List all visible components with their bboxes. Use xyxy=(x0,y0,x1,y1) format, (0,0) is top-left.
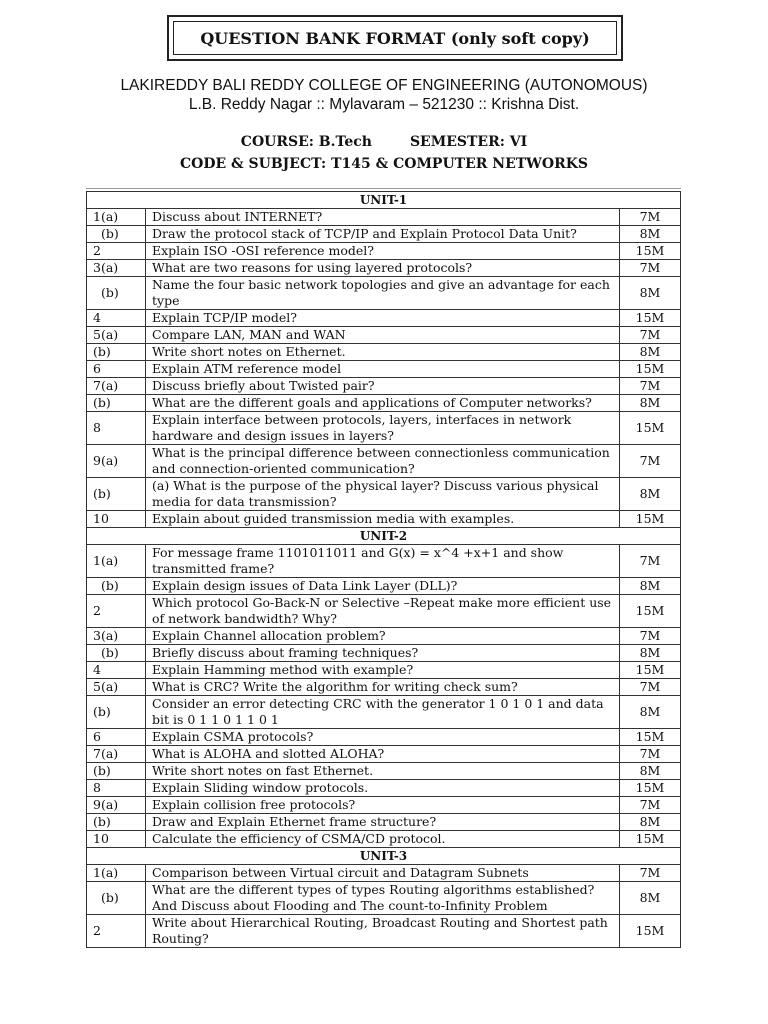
divider xyxy=(86,188,681,189)
question-text: (a) What is the purpose of the physical layer? Discuss various physical media for data transmission? xyxy=(146,478,620,511)
question-number: 6 xyxy=(87,729,146,746)
question-text: Comparison between Virtual circuit and Datagram Subnets xyxy=(146,865,620,882)
question-row xyxy=(87,729,681,746)
question-marks: 8M xyxy=(620,395,681,412)
question-row xyxy=(87,545,681,578)
question-number: 1(a) xyxy=(87,545,146,578)
question-marks: 7M xyxy=(620,378,681,395)
question-marks: 7M xyxy=(620,797,681,814)
question-number: (b) xyxy=(87,814,146,831)
question-text: Explain design issues of Data Link Layer (DLL)? xyxy=(146,578,620,595)
question-marks: 7M xyxy=(620,260,681,277)
question-number: 5(a) xyxy=(87,327,146,344)
question-text: What are the different goals and applications of Computer networks? xyxy=(146,395,620,412)
question-row xyxy=(87,412,681,445)
question-marks: 15M xyxy=(620,831,681,848)
unit-header: UNIT-3 xyxy=(87,848,681,865)
unit-header-row xyxy=(87,848,681,865)
question-marks: 15M xyxy=(620,595,681,628)
question-row xyxy=(87,277,681,310)
question-row xyxy=(87,814,681,831)
question-row xyxy=(87,797,681,814)
question-marks: 15M xyxy=(620,729,681,746)
question-marks: 8M xyxy=(620,578,681,595)
question-text: Explain ATM reference model xyxy=(146,361,620,378)
question-text: Explain CSMA protocols? xyxy=(146,729,620,746)
question-marks: 8M xyxy=(620,814,681,831)
course-label: COURSE: B.Tech xyxy=(240,134,372,150)
question-row xyxy=(87,478,681,511)
question-marks: 7M xyxy=(620,628,681,645)
question-row xyxy=(87,831,681,848)
question-text: Write short notes on fast Ethernet. xyxy=(146,763,620,780)
question-marks: 7M xyxy=(620,445,681,478)
question-marks: 8M xyxy=(620,882,681,915)
question-number: 4 xyxy=(87,310,146,327)
question-number: (b) xyxy=(87,645,146,662)
question-number: 2 xyxy=(87,915,146,948)
question-row xyxy=(87,209,681,226)
question-text: What is ALOHA and slotted ALOHA? xyxy=(146,746,620,763)
question-text: Explain Sliding window protocols. xyxy=(146,780,620,797)
question-marks: 8M xyxy=(620,645,681,662)
question-marks: 8M xyxy=(620,344,681,361)
question-text: For message frame 1101011011 and G(x) = x^4 +x+1 and show transmitted frame? xyxy=(146,545,620,578)
unit-header: UNIT-1 xyxy=(87,192,681,209)
question-number: 10 xyxy=(87,511,146,528)
question-text: What is CRC? Write the algorithm for writing check sum? xyxy=(146,679,620,696)
question-number: 1(a) xyxy=(87,865,146,882)
question-row xyxy=(87,746,681,763)
question-text: Consider an error detecting CRC with the generator 1 0 1 0 1 and data bit is 0 1 1 0 1 1 0 1 xyxy=(146,696,620,729)
question-text: Calculate the efficiency of CSMA/CD protocol. xyxy=(146,831,620,848)
question-text: Explain ISO -OSI reference model? xyxy=(146,243,620,260)
question-row xyxy=(87,344,681,361)
question-row xyxy=(87,679,681,696)
question-text: Draw and Explain Ethernet frame structure? xyxy=(146,814,620,831)
question-number: (b) xyxy=(87,882,146,915)
title-box xyxy=(167,15,623,61)
question-row xyxy=(87,882,681,915)
question-row xyxy=(87,628,681,645)
question-number: 2 xyxy=(87,595,146,628)
question-number: 10 xyxy=(87,831,146,848)
question-text: Explain collision free protocols? xyxy=(146,797,620,814)
question-row xyxy=(87,645,681,662)
question-marks: 8M xyxy=(620,763,681,780)
question-text: Discuss briefly about Twisted pair? xyxy=(146,378,620,395)
question-marks: 15M xyxy=(620,915,681,948)
question-marks: 8M xyxy=(620,226,681,243)
question-number: 8 xyxy=(87,780,146,797)
question-text: Explain Channel allocation problem? xyxy=(146,628,620,645)
unit-header-row xyxy=(87,192,681,209)
question-text: Name the four basic network topologies and give an advantage for each type xyxy=(146,277,620,310)
unit-header-row xyxy=(87,528,681,545)
question-row xyxy=(87,243,681,260)
question-text: What are the different types of types Routing algorithms established? And Discuss about Flooding and The count-to-Infinity Problem xyxy=(146,882,620,915)
question-number: (b) xyxy=(87,277,146,310)
question-number: 6 xyxy=(87,361,146,378)
question-row xyxy=(87,395,681,412)
question-text: Explain TCP/IP model? xyxy=(146,310,620,327)
question-marks: 7M xyxy=(620,746,681,763)
question-row xyxy=(87,310,681,327)
question-marks: 15M xyxy=(620,511,681,528)
question-number: (b) xyxy=(87,696,146,729)
question-marks: 15M xyxy=(620,662,681,679)
question-number: 7(a) xyxy=(87,378,146,395)
question-number: (b) xyxy=(87,344,146,361)
question-marks: 7M xyxy=(620,209,681,226)
question-text: Write about Hierarchical Routing, Broadcast Routing and Shortest path Routing? xyxy=(146,915,620,948)
question-number: 5(a) xyxy=(87,679,146,696)
question-number: 9(a) xyxy=(87,797,146,814)
question-text: What is the principal difference between connectionless communication and connection-oriented communication? xyxy=(146,445,620,478)
question-row xyxy=(87,226,681,243)
question-number: 8 xyxy=(87,412,146,445)
question-number: (b) xyxy=(87,578,146,595)
question-row xyxy=(87,361,681,378)
question-row xyxy=(87,763,681,780)
question-text: Explain Hamming method with example? xyxy=(146,662,620,679)
question-number: 3(a) xyxy=(87,628,146,645)
question-marks: 15M xyxy=(620,780,681,797)
question-marks: 15M xyxy=(620,412,681,445)
question-row xyxy=(87,696,681,729)
question-text: Draw the protocol stack of TCP/IP and Explain Protocol Data Unit? xyxy=(146,226,620,243)
question-marks: 7M xyxy=(620,545,681,578)
question-marks: 8M xyxy=(620,478,681,511)
question-marks: 8M xyxy=(620,277,681,310)
question-number: 3(a) xyxy=(87,260,146,277)
question-marks: 15M xyxy=(620,310,681,327)
question-number: 9(a) xyxy=(87,445,146,478)
question-marks: 15M xyxy=(620,361,681,378)
question-text: Write short notes on Ethernet. xyxy=(146,344,620,361)
question-row xyxy=(87,595,681,628)
question-text: Which protocol Go-Back-N or Selective –Repeat make more efficient use of network bandwidth? Why? xyxy=(146,595,620,628)
question-row xyxy=(87,511,681,528)
question-number: 1(a) xyxy=(87,209,146,226)
question-row xyxy=(87,578,681,595)
unit-header: UNIT-2 xyxy=(87,528,681,545)
question-row xyxy=(87,662,681,679)
question-text: Explain interface between protocols, layers, interfaces in network hardware and design issues in layers? xyxy=(146,412,620,445)
college-header xyxy=(0,76,768,114)
question-marks: 7M xyxy=(620,679,681,696)
question-row xyxy=(87,327,681,344)
question-row xyxy=(87,915,681,948)
document-title: QUESTION BANK FORMAT (only soft copy) xyxy=(173,21,617,55)
code-subject: CODE & SUBJECT: T145 & COMPUTER NETWORKS xyxy=(179,156,588,172)
question-marks: 15M xyxy=(620,243,681,260)
question-number: (b) xyxy=(87,478,146,511)
course-info xyxy=(0,131,768,175)
question-row xyxy=(87,260,681,277)
question-number: (b) xyxy=(87,226,146,243)
semester-label: SEMESTER: VI xyxy=(409,134,528,150)
question-table xyxy=(86,191,681,948)
question-marks: 7M xyxy=(620,327,681,344)
question-text: Discuss about INTERNET? xyxy=(146,209,620,226)
question-number: 2 xyxy=(87,243,146,260)
question-text: What are two reasons for using layered protocols? xyxy=(146,260,620,277)
question-number: 4 xyxy=(87,662,146,679)
question-text: Explain about guided transmission media with examples. xyxy=(146,511,620,528)
question-marks: 8M xyxy=(620,696,681,729)
question-text: Compare LAN, MAN and WAN xyxy=(146,327,620,344)
question-marks: 7M xyxy=(620,865,681,882)
college-address: L.B. Reddy Nagar :: Mylavaram – 521230 :: Krishna Dist. xyxy=(188,96,580,113)
question-number: (b) xyxy=(87,395,146,412)
question-number: 7(a) xyxy=(87,746,146,763)
question-row xyxy=(87,445,681,478)
question-row xyxy=(87,780,681,797)
question-number: (b) xyxy=(87,763,146,780)
question-row xyxy=(87,865,681,882)
question-row xyxy=(87,378,681,395)
college-name: LAKIREDDY BALI REDDY COLLEGE OF ENGINEERING (AUTONOMOUS) xyxy=(120,77,648,94)
question-text: Briefly discuss about framing techniques? xyxy=(146,645,620,662)
